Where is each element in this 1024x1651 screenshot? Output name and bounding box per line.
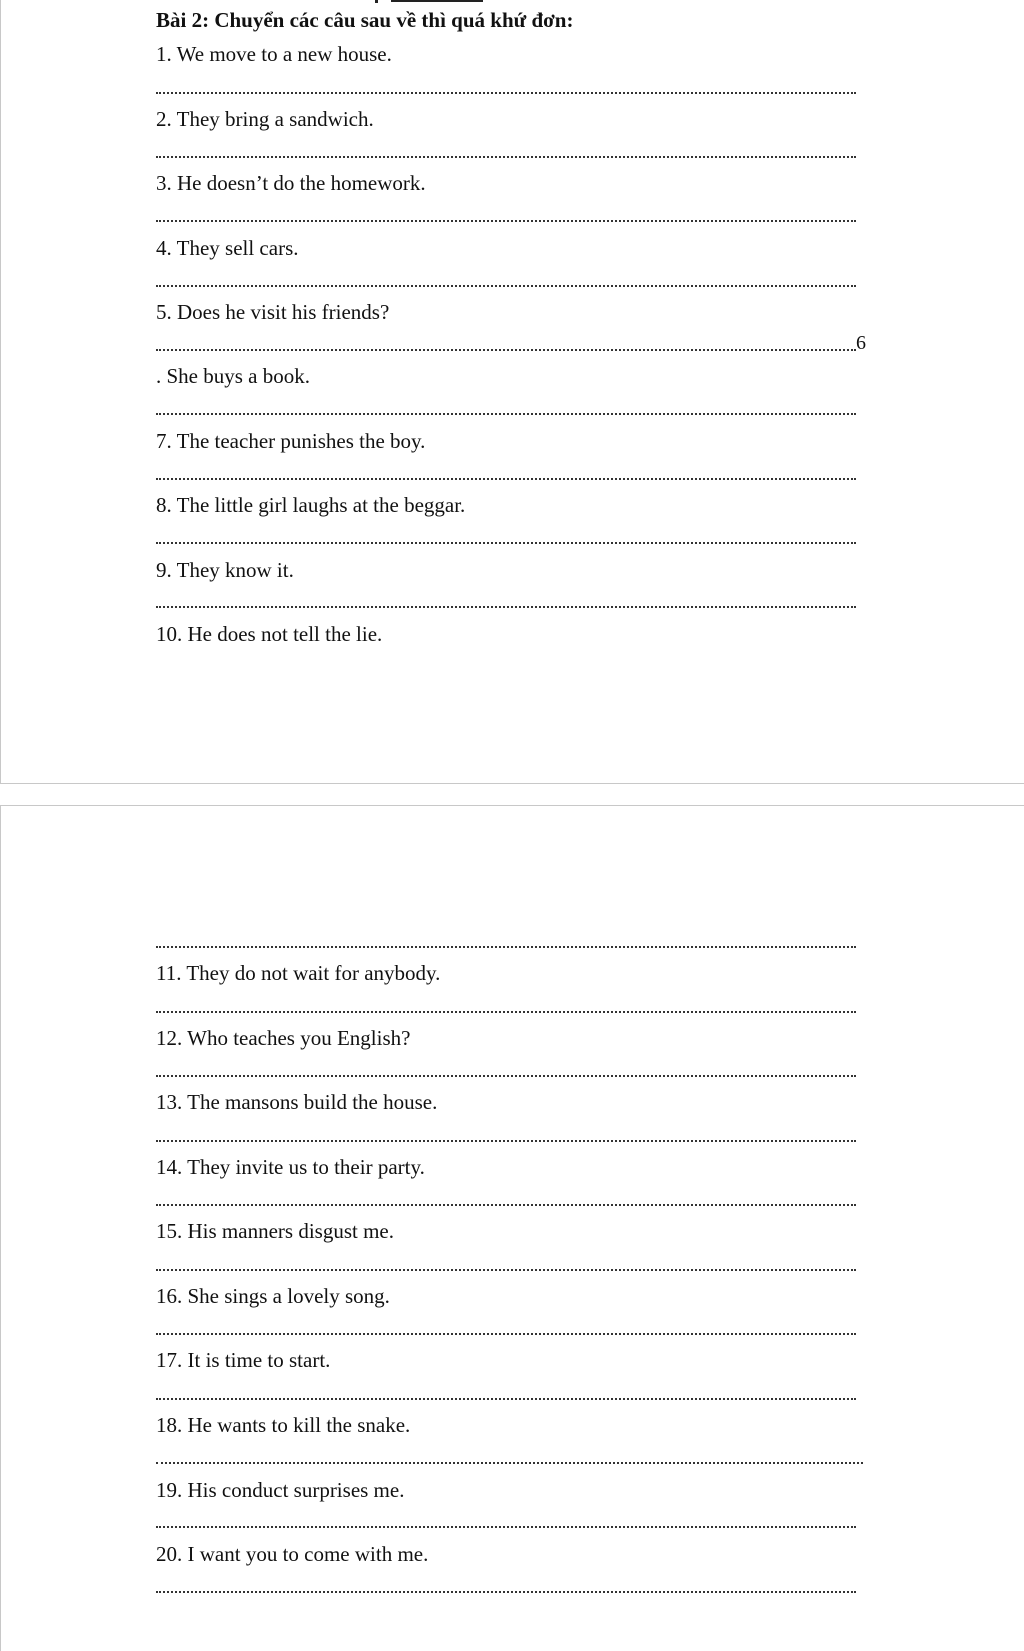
answer-line-19: [156, 1526, 856, 1528]
document-page-1: [0, 0, 1024, 784]
question-12: 12. Who teaches you English?: [156, 1026, 411, 1050]
answer-line-20: [156, 1591, 856, 1593]
top-rule-line: [391, 0, 483, 2]
answer-line-4: [156, 285, 856, 287]
answer-line-11: [156, 1011, 856, 1013]
question-16: 16. She sings a lovely song.: [156, 1284, 390, 1308]
question-10: 10. He does not tell the lie.: [156, 622, 383, 646]
question-17: 17. It is time to start.: [156, 1348, 331, 1372]
question-20: 20. I want you to come with me.: [156, 1542, 429, 1566]
answer-line-5: [156, 349, 856, 351]
question-19: 19. His conduct surprises me.: [156, 1478, 405, 1502]
question-2: 2. They bring a sandwich.: [156, 107, 374, 131]
question-13: 13. The mansons build the house.: [156, 1090, 438, 1114]
page-separator: [0, 784, 1024, 805]
answer-line-12: [156, 1075, 856, 1077]
question-14: 14. They invite us to their party.: [156, 1155, 425, 1179]
answer-line-2: [156, 156, 856, 158]
answer-line-18: [156, 1462, 863, 1464]
answer-line-3: [156, 220, 856, 222]
answer-line-7: [156, 478, 856, 480]
question-18: 18. He wants to kill the snake.: [156, 1413, 411, 1437]
question-6: . She buys a book.: [156, 364, 310, 388]
answer-line-16: [156, 1333, 856, 1335]
answer-line-1: [156, 92, 856, 94]
page-number-fragment: 6: [856, 332, 866, 354]
question-3: 3. He doesn’t do the homework.: [156, 171, 426, 195]
question-9: 9. They know it.: [156, 558, 294, 582]
question-7: 7. The teacher punishes the boy.: [156, 429, 426, 453]
exercise-heading: Bài 2: Chuyển các câu sau về thì quá khứ đơn:: [156, 8, 574, 32]
question-15: 15. His manners disgust me.: [156, 1219, 394, 1243]
question-5: 5. Does he visit his friends?: [156, 300, 390, 324]
top-rule-mark: [375, 0, 378, 3]
question-11: 11. They do not wait for anybody.: [156, 961, 441, 985]
document-page-2: [0, 805, 1024, 1651]
answer-line-6: [156, 413, 856, 415]
answer-line-15: [156, 1269, 856, 1271]
answer-line-9: [156, 606, 856, 608]
question-1: 1. We move to a new house.: [156, 42, 392, 66]
question-4: 4. They sell cars.: [156, 236, 299, 260]
answer-line-14: [156, 1204, 856, 1206]
question-8: 8. The little girl laughs at the beggar.: [156, 493, 466, 517]
answer-line-17: [156, 1398, 856, 1400]
answer-line-10: [156, 946, 856, 948]
answer-line-13: [156, 1140, 856, 1142]
answer-line-8: [156, 542, 856, 544]
